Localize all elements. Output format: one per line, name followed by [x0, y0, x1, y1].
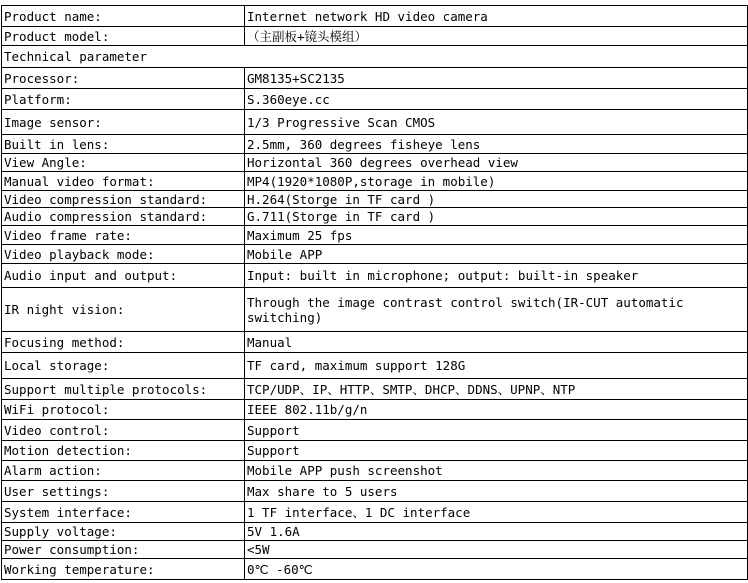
- row-label: Manual video format:: [2, 172, 245, 191]
- table-row: [2, 379, 748, 400]
- row-value: H.264(Storge in TF card ): [245, 191, 748, 208]
- table-row: [2, 27, 748, 46]
- row-value: 1 TF interface、1 DC interface: [245, 502, 748, 523]
- row-value: 0℃ -60℃: [245, 559, 748, 580]
- row-value: 5V 1.6A: [245, 523, 748, 541]
- row-value: Internet network HD video camera: [245, 6, 748, 27]
- row-label: Image sensor:: [2, 110, 245, 135]
- row-value: Support: [245, 420, 748, 441]
- table-row: [2, 226, 748, 245]
- table-row: [2, 353, 748, 379]
- table-row: [2, 502, 748, 523]
- row-value: GM8135+SC2135: [245, 68, 748, 89]
- row-value: 1/3 Progressive Scan CMOS: [245, 110, 748, 135]
- row-label: Product model:: [2, 27, 245, 46]
- table-row: [2, 441, 748, 461]
- row-label: Product name:: [2, 6, 245, 27]
- row-value: IEEE 802.11b/g/n: [245, 400, 748, 420]
- table-row: [2, 420, 748, 441]
- section-row: [2, 46, 748, 68]
- row-value: S.360eye.cc: [245, 89, 748, 110]
- table-row: [2, 264, 748, 288]
- table-row: [2, 6, 748, 27]
- section-title: Technical parameter: [2, 46, 748, 68]
- table-row: [2, 288, 748, 332]
- row-label: Power consumption:: [2, 541, 245, 559]
- row-value: TF card, maximum support 128G: [245, 353, 748, 379]
- row-value: Mobile APP push screenshot: [245, 461, 748, 481]
- table-row: [2, 559, 748, 580]
- row-label: Focusing method:: [2, 332, 245, 353]
- row-label: Local storage:: [2, 353, 245, 379]
- row-value: TCP/UDP、IP、HTTP、SMTP、DHCP、DDNS、UPNP、NTP: [245, 379, 748, 400]
- row-label: Support multiple protocols:: [2, 379, 245, 400]
- row-label: System interface:: [2, 502, 245, 523]
- row-label: Audio input and output:: [2, 264, 245, 288]
- row-label: Video playback mode:: [2, 245, 245, 264]
- table-row: [2, 461, 748, 481]
- row-label: Built in lens:: [2, 135, 245, 154]
- row-value: Support: [245, 441, 748, 461]
- row-label: View Angle:: [2, 154, 245, 172]
- row-label: Working temperature:: [2, 559, 245, 580]
- row-label: Video control:: [2, 420, 245, 441]
- row-value: （主副板+镜头模组）: [245, 27, 748, 46]
- table-row: [2, 245, 748, 264]
- row-label: Motion detection:: [2, 441, 245, 461]
- table-row: [2, 332, 748, 353]
- row-label: Video compression standard:: [2, 191, 245, 208]
- table-row: [2, 68, 748, 89]
- table-row: [2, 481, 748, 502]
- table-row: [2, 541, 748, 559]
- table-row: [2, 154, 748, 172]
- row-value: Max share to 5 users: [245, 481, 748, 502]
- row-label: User settings:: [2, 481, 245, 502]
- row-label: Supply voltage:: [2, 523, 245, 541]
- table-row: [2, 208, 748, 226]
- row-value: Maximum 25 fps: [245, 226, 748, 245]
- row-value: Manual: [245, 332, 748, 353]
- row-value: G.711(Storge in TF card ): [245, 208, 748, 226]
- table-row: [2, 191, 748, 208]
- table-row: [2, 400, 748, 420]
- row-value: Input: built in microphone; output: built-in speaker: [245, 264, 748, 288]
- row-value: Horizontal 360 degrees overhead view: [245, 154, 748, 172]
- row-label: WiFi protocol:: [2, 400, 245, 420]
- table-row: [2, 523, 748, 541]
- row-label: Video frame rate:: [2, 226, 245, 245]
- row-label: Processor:: [2, 68, 245, 89]
- row-label: IR night vision:: [2, 288, 245, 332]
- row-value: 2.5mm, 360 degrees fisheye lens: [245, 135, 748, 154]
- table-row: [2, 89, 748, 110]
- row-label: Platform:: [2, 89, 245, 110]
- row-value: Through the image contrast control switch(IR-CUT automatic switching): [245, 288, 748, 332]
- table-row: [2, 172, 748, 191]
- row-value: MP4(1920*1080P,storage in mobile): [245, 172, 748, 191]
- row-label: Alarm action:: [2, 461, 245, 481]
- table-row: [2, 110, 748, 135]
- row-label: Audio compression standard:: [2, 208, 245, 226]
- row-value: Mobile APP: [245, 245, 748, 264]
- table-row: [2, 135, 748, 154]
- row-value: <5W: [245, 541, 748, 559]
- spec-table: [1, 5, 748, 580]
